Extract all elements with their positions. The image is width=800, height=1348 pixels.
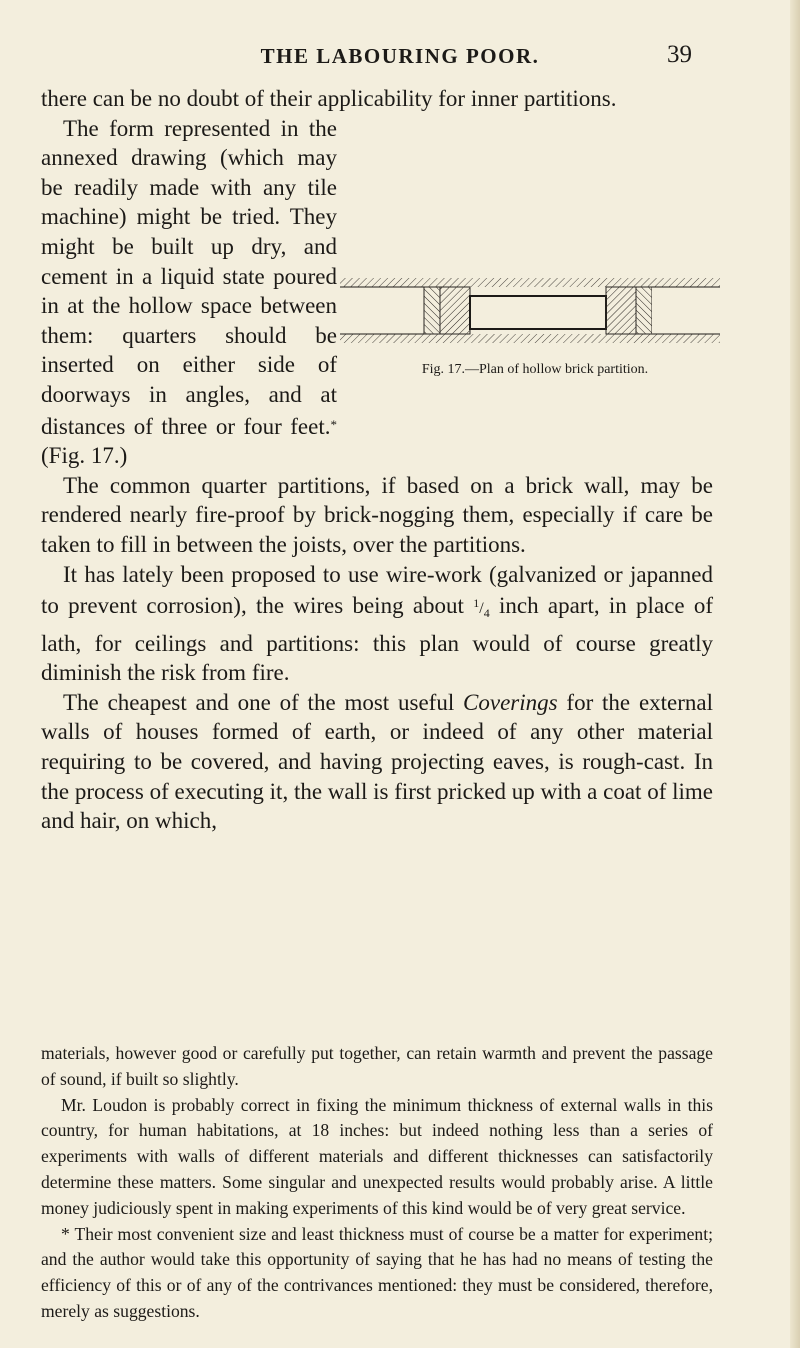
figure-17 — [340, 276, 720, 386]
paragraph-5-before: The cheapest and one of the most useful — [63, 689, 455, 715]
page-number: 39 — [667, 41, 692, 68]
paragraph-4-before: It has lately been proposed to use wire-work (galvanized or japanned to prevent corrosion), the wires being about — [41, 561, 713, 619]
footnote-marker: * — [330, 416, 337, 432]
wall-top-band — [340, 278, 720, 287]
left-void — [340, 287, 424, 334]
paragraph-1: there can be no doubt of their applicability for inner partitions. — [41, 86, 617, 111]
paragraph-2 — [41, 114, 337, 471]
page-header — [0, 41, 800, 74]
figure-reference: (Fig. 17.) — [41, 443, 128, 469]
paragraph-5-after: for the external walls of houses formed of earth, or indeed of any other material requiring to be covered, and having projecting eaves, is rough-cast. In the process of executing it, the wall is first pricked up with a coat of lime and hair, on which, — [41, 689, 714, 834]
paragraph-2-text: The form represented in the annexed drawing (which may be readily made with any tile machine) might be tried. They might be built up dry, and cement in a liquid state poured in at the hollow space between them: quarters should be inserted on either side of doorways in angles, and at distances of three or four feet. — [41, 115, 337, 439]
wall-bottom-band — [340, 334, 720, 343]
footnotes — [41, 1041, 713, 1325]
paragraph-4-after: inch apart, in place of lath, for ceilings and partitions: this plan would of course greatly diminish the risk from fire. — [41, 593, 714, 686]
hollow-space — [470, 296, 606, 329]
brick-right — [606, 287, 636, 334]
paragraph-4 — [41, 560, 713, 688]
footnote-continued: materials, however good or carefully put together, can retain warmth and prevent the passage of sound, if built so slightly. — [41, 1043, 713, 1089]
quarter-right — [636, 287, 652, 334]
figure-caption: Fig. 17.—Plan of hollow brick partition. — [421, 362, 649, 377]
coverings-italic: Coverings — [463, 689, 558, 715]
running-head: THE LABOURING POOR. — [260, 44, 540, 68]
brick-left — [440, 287, 470, 334]
page-edge — [790, 0, 800, 1348]
hollow-brick-partition-plan — [340, 276, 720, 362]
quarter-left — [424, 287, 440, 334]
right-void — [652, 287, 720, 334]
paragraph-2-wrap — [41, 114, 337, 471]
footnote-loudon: Mr. Loudon is probably correct in fixing the minimum thickness of external walls in this country, for human habitations, at 18 inches: but indeed nothing less than a series of experiments with walls of different materials and different thicknesses can satisfactorily determine these matters. Some singular and unexpected results would probably arise. A little money judiciously spent in making experiments of this kind would be of very great service. — [41, 1094, 713, 1218]
fraction-quarter: $^1/_4$ — [473, 596, 490, 621]
footnote-star: * Their most convenient size and least thickness must of course be a matter for experiment; and the author would take this opportunity of saying that he has had no means of testing the efficiency of this or of any of the contrivances mentioned: they must be considered, therefore, merely as suggestions. — [41, 1223, 713, 1321]
paragraph-5 — [41, 688, 713, 836]
paragraph-3: The common quarter partitions, if based on a brick wall, may be rendered nearly fire-proof by brick-nogging them, especially if care be taken to fill in between the joists, over the partitions. — [41, 472, 713, 557]
body-text — [41, 84, 713, 836]
